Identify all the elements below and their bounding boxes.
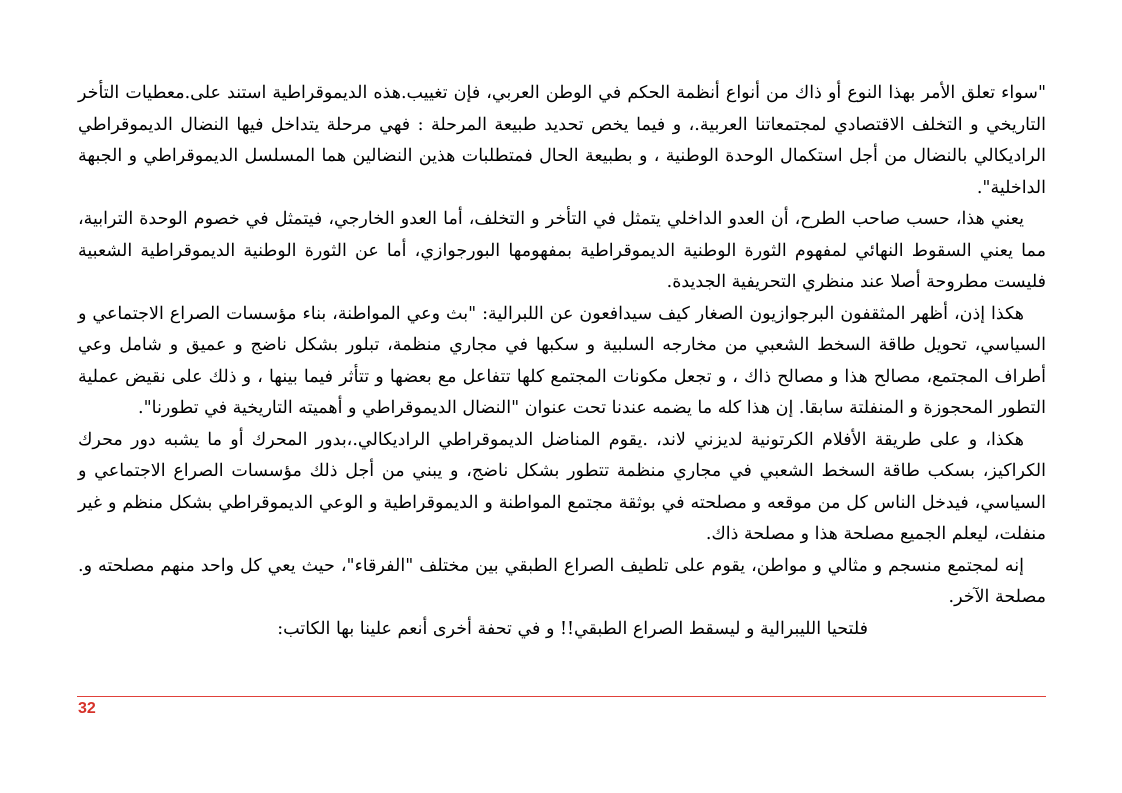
paragraph-3: هكذا إذن، أظهر المثقفون البرجوازيون الصغار كيف سيدافعون عن اللبرالية: "بث وعي المواطنة، بناء مؤسسات الصراع الاجتماعي و السياسي، تحويل طاقة السخط الشعبي من مخارجه السلبية و سكبها في مجاري منظمة، تبلور بشكل ناضج و عميق و شامل وعي أطراف المجتمع، مصالح هذا و مصالح ذاك ، و تجعل مكونات المجتمع كلها تتفاعل مع بعضها و تتأثر فيما بينها ، و ذلك على نقيض عملية التطور المحجوزة و المنفلتة سابقا. إن هذا كله ما يضمه عندنا تحت عنوان "النضال الديموقراطي و أهميته التاريخية في تطورنا".	[78, 303, 1046, 418]
paragraph-6: فلتحيا الليبرالية و ليسقط الصراع الطبقي!! و في تحفة أخرى أنعم علينا بها الكاتب:	[277, 618, 868, 639]
paragraph-4: هكذا، و على طريقة الأفلام الكرتونية لديزني لاند، .يقوم المناضل الديموقراطي الراديكالي.،بدور المحرك أو ما يشبه دور محرك الكراكيز، بسكب طاقة السخط الشعبي في مجاري منظمة تتطور بشكل ناضج، و يبني من أجل ذلك مؤسسات الصراع الاجتماعي و السياسي، فيدخل الناس كل من موقعه و مصلحته في بوثقة مجتمع المواطنة و الديموقراطية و الوعي الديموقراطي بشكل منظم و غير منفلت، ليعلم الجميع مصلحة هذا و مصلحة ذاك.	[78, 429, 1046, 544]
footer-divider	[77, 696, 1046, 697]
page-number: 32	[78, 700, 96, 717]
paragraph-1: "سواء تعلق الأمر بهذا النوع أو ذاك من أنواع أنظمة الحكم في الوطن العربي، فإن تغييب.هذه الديموقراطية استند على.معطيات التأخر التاريخي و التخلف الاقتصادي لمجتمعاتنا العربية.، و فيما يخص تحديد طبيعة المرحلة : فهي مرحلة يتداخل فيها النضال الديموقراطي الراديكالي بالنضال من أجل استكمال الوحدة الوطنية ، و بطبيعة الحال فمتطلبات هذين النضالين هما المسلسل الديموقراطي و الجبهة الداخلية".	[78, 83, 1046, 198]
paragraph-5: إنه لمجتمع منسجم و مثالي و مواطن، يقوم على تلطيف الصراع الطبقي بين مختلف "الفرقاء"، حيث يعي كل واحد منهم مصلحته و. مصلحة الآخر.	[78, 555, 1046, 607]
paragraph-2: يعني هذا، حسب صاحب الطرح، أن العدو الداخلي يتمثل في التأخر و التخلف، أما العدو الخارجي، فيتمثل في خصوم الوحدة الترابية، مما يعني السقوط النهائي لمفهوم الثورة الوطنية الديموقراطية بمفهومها البورجوازي، أما عن الثورة الوطنية الديموقراطية الشعبية فليست مطروحة أصلا عند منظري التحريفية الجديدة.	[78, 209, 1046, 292]
body-text	[78, 78, 1046, 645]
